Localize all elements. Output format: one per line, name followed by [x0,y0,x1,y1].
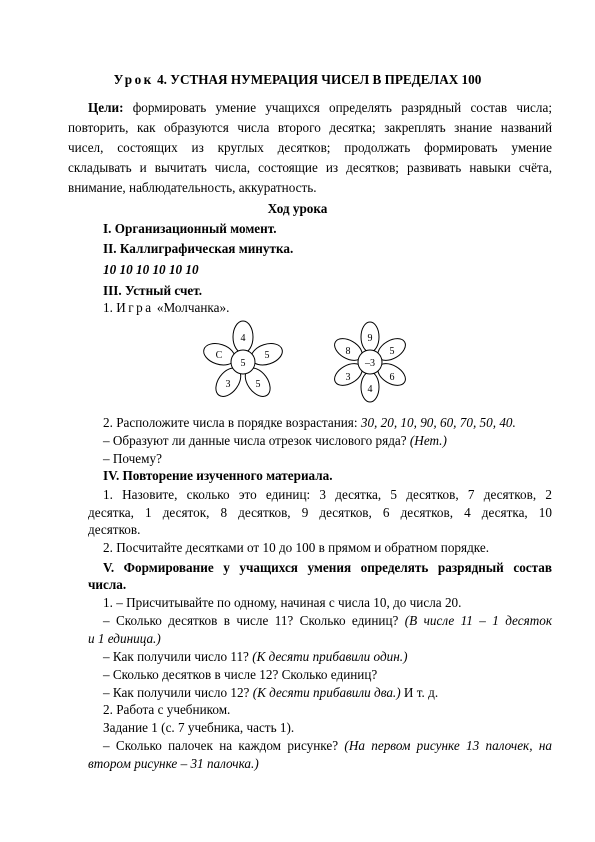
game-word: Игра [116,300,154,315]
goals-line-3: чисел, состоящих из круглых десятков; продолжать формировать умение [68,140,552,155]
task-units-line-2: десятка, 1 десяток, 8 десятков, 9 десятков, 6 десятков, 4 десятка, 10 [88,505,552,520]
practice-7-line: Задание 1 (с. 7 учебника, часть 1). [103,720,295,735]
practice-6-line: 2. Работа с учебником. [103,702,231,717]
flower-right-petal-label: 4 [367,384,373,395]
practice-5-text: – Как получили число 12? [103,685,253,700]
task-2-line [103,415,516,431]
flower-left-petal-label: С [215,350,223,361]
practice-2-answer-1: (В числе 11 – 1 десяток [404,613,552,628]
section-2-heading: II. Каллиграфическая минутка. [103,241,294,256]
section-4-heading: IV. Повторение изученного материала. [103,468,333,483]
flower-right-petal-label: 5 [389,346,395,357]
flower-right-petal-label: 8 [345,346,351,357]
practice-3-line [103,649,407,665]
task-2-text: 2. Расположите числа в порядке возрастания: [103,415,361,430]
practice-8-text: – Сколько палочек на каждом рисунке? [103,738,345,753]
task-2-numbers: 30, 20, 10, 90, 60, 70, 50, 40. [360,415,516,430]
game-number: 1. [103,300,113,315]
goals-line-5: внимание, наблюдательность, аккуратность. [68,180,317,195]
task-units-line-3: десятков. [88,522,141,537]
course-heading: Ход урока [267,201,328,216]
goals-line-4: складывать и вычитать числа, состоящие из десятков; развивать навыки счёта, [68,160,552,175]
task-count-line: 2. Посчитайте десятками от 10 до 100 в прямом и обратном порядке. [103,540,490,555]
question-1-line [103,433,447,449]
title-prefix: Урок [113,72,154,87]
question-1-answer: (Нет.) [409,433,447,448]
goals-line-1 [88,100,552,116]
practice-2-line-2: и 1 единица.) [88,631,161,646]
practice-5-answer: (К десяти прибавили два.) [252,685,401,700]
practice-2-line-1 [103,613,552,629]
goals-label: Цели: [88,100,124,115]
practice-5-line [103,685,438,701]
section-5-heading-line-2: числа. [88,577,127,592]
practice-2-text: – Сколько десятков в числе 11? Сколько единиц? [103,613,405,628]
practice-5-tail: И т. д. [400,685,439,700]
flower-right-center-label: –3 [365,358,375,369]
practice-8-line-2: втором рисунке – 31 палочка.) [88,756,259,771]
flower-left-petal-label: 5 [264,350,270,361]
section-1-heading: I. Организационный момент. [103,221,277,236]
flower-right-petal-label: 6 [389,372,395,383]
flower-left-petal-label: 5 [255,379,261,390]
question-1-text: – Образуют ли данные числа отрезок числового ряда? [103,433,410,448]
practice-3-text: – Как получили число 11? [103,649,253,664]
flowers-illustration [190,318,430,408]
lesson-title [60,72,535,88]
practice-8-line-1 [103,738,552,754]
practice-8-answer-1: (На первом рисунке 13 палочек, на [344,738,552,753]
flower-left-center-label: 5 [240,358,246,369]
question-2-line: – Почему? [103,451,162,466]
flower-left-petal-label: 3 [225,379,231,390]
task-units-line-1: 1. Назовите, сколько это единиц: 3 десятка, 5 десятков, 7 десятков, 2 [103,487,552,502]
flower-right-petal-label: 3 [345,372,351,383]
practice-1-line: 1. – Присчитывайте по одному, начиная с числа 10, до числа 20. [103,595,462,610]
section-5-heading-line-1: V. Формирование у учащихся умения определять разрядный состав [103,560,552,575]
calligraphy-line: 10 10 10 10 10 10 [103,262,199,277]
title-text: 4. УСТНАЯ НУМЕРАЦИЯ ЧИСЕЛ В ПРЕДЕЛАХ 100 [157,72,482,87]
practice-4-line: – Сколько десятков в числе 12? Сколько единиц? [103,667,378,682]
goals-text-1: формировать умение учащихся определять разрядный состав числа; [132,100,552,115]
game-line [103,300,229,316]
flower-left-petal-label: 4 [240,333,246,344]
game-name: «Молчанка». [156,300,230,315]
flower-right-petal-label: 9 [367,333,373,344]
goals-line-2: повторить, как образуются числа второго десятка; закреплять знание названий [68,120,552,135]
practice-3-answer: (К десяти прибавили один.) [252,649,408,664]
section-3-heading: III. Устный счет. [103,283,203,298]
